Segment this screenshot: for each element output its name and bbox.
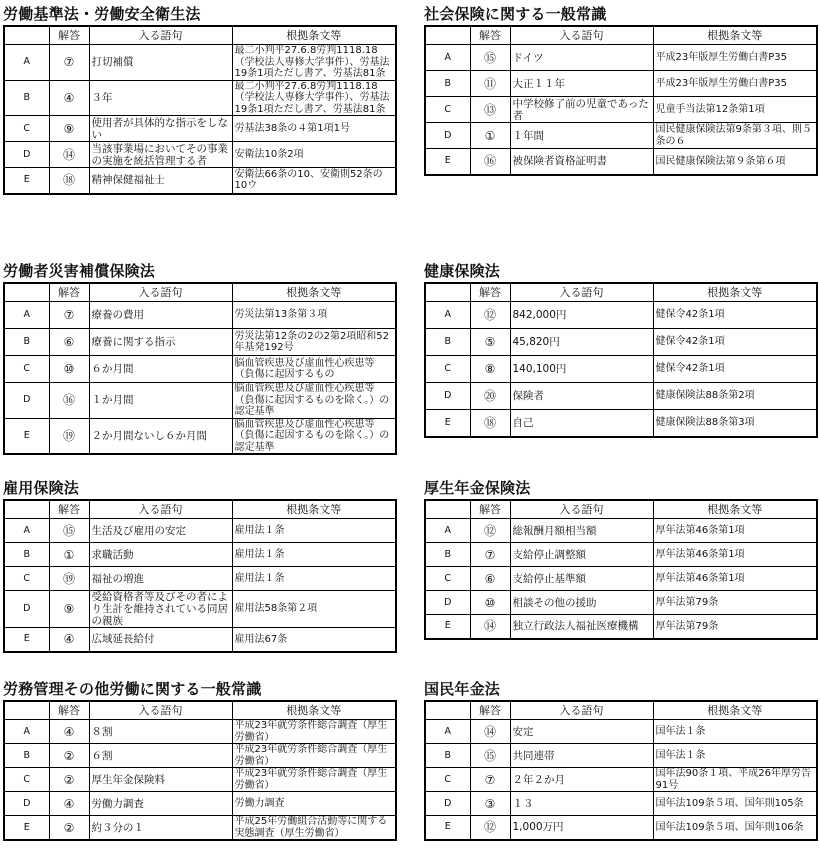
answer-term: 広域延長給付 <box>89 628 232 652</box>
legal-basis: 国年法90条１項、平成26年厚労告91号 <box>653 768 817 792</box>
legal-basis: 国年法109条５項、国年則106条 <box>653 816 817 840</box>
row-letter: B <box>4 543 49 567</box>
row-letter: C <box>4 768 49 792</box>
section-title: 雇用保険法 <box>3 479 80 497</box>
row-letter: D <box>425 792 470 816</box>
answer-term: 労働力調査 <box>89 792 232 816</box>
legal-basis: 厚年法第79条 <box>653 591 817 615</box>
table-row <box>4 142 396 168</box>
answer-header: 解答 <box>49 283 89 302</box>
answer-term: 総報酬月額相当額 <box>510 519 653 543</box>
row-letter: E <box>4 816 49 841</box>
answer-number: ⑲ <box>49 567 89 591</box>
legal-basis: 厚年法第46条第1項 <box>653 519 817 543</box>
answer-term: 自己 <box>510 410 653 437</box>
answer-term: ２か月間ないし６か月間 <box>89 418 232 454</box>
table-header-row <box>4 500 396 519</box>
blank <box>4 26 49 45</box>
table-row <box>4 628 396 652</box>
answer-term: 1,000万円 <box>510 816 653 840</box>
answer-number: ④ <box>49 720 89 744</box>
legal-basis: 厚年法第46条第1項 <box>653 567 817 591</box>
answer-term: 療養に関する指示 <box>89 329 232 356</box>
answer-term: 生活及び雇用の安定 <box>89 519 232 543</box>
answer-term: ６割 <box>89 744 232 768</box>
table-row <box>4 383 396 419</box>
answer-term: 打切補償 <box>89 45 232 81</box>
answer-term: 保険者 <box>510 383 653 410</box>
term-header: 入る語句 <box>89 26 232 45</box>
answer-number: ① <box>49 543 89 567</box>
table-row <box>425 768 817 792</box>
legal-basis: 安衛法66条の10、安衛則52条の10ウ <box>232 168 396 194</box>
answer-number: ⑪ <box>470 71 510 97</box>
answer-number: ② <box>49 816 89 841</box>
term-header: 入る語句 <box>89 701 232 720</box>
answer-term: 福祉の増進 <box>89 567 232 591</box>
table-row <box>4 80 396 116</box>
section-title: 労務管理その他労働に関する一般常識 <box>3 680 262 698</box>
table-row <box>425 302 817 329</box>
row-letter: D <box>425 123 470 149</box>
legal-basis: 平成23年就労条件総合調査（厚生労働省） <box>232 768 396 792</box>
answer-number: ⑩ <box>470 591 510 615</box>
row-letter: A <box>425 302 470 329</box>
legal-basis: 雇用法67条 <box>232 628 396 652</box>
table-header-row <box>4 283 396 302</box>
table-header-row <box>425 26 817 45</box>
legal-basis: 雇用法１条 <box>232 567 396 591</box>
table-row <box>4 329 396 356</box>
table-row <box>425 410 817 437</box>
answer-number: ⑮ <box>470 744 510 768</box>
table-row <box>425 567 817 591</box>
section-title: 厚生年金保険法 <box>424 479 531 497</box>
legal-basis: 平成25年労働組合活動等に関する実態調査（厚生労働省） <box>232 816 396 841</box>
legal-basis: 脳血管疾患及び虚血性心疾患等（負傷に起因するものを除く。）の認定基準 <box>232 418 396 454</box>
table-header-row <box>425 500 817 519</box>
blank <box>425 500 470 519</box>
blank <box>4 701 49 720</box>
row-letter: C <box>4 116 49 142</box>
answer-table <box>424 282 818 438</box>
section-national-pension <box>424 680 816 841</box>
answer-number: ⑱ <box>470 410 510 437</box>
answer-term: 中学校修了前の児童であった者 <box>510 97 653 123</box>
answer-table <box>3 700 397 841</box>
answer-number: ③ <box>470 792 510 816</box>
blank <box>4 500 49 519</box>
term-header: 入る語句 <box>510 701 653 720</box>
answer-number: ⑭ <box>470 720 510 744</box>
answer-term: 厚生年金保険料 <box>89 768 232 792</box>
answer-table <box>3 282 397 455</box>
table-row <box>425 45 817 71</box>
table-row <box>4 567 396 591</box>
row-letter: A <box>425 45 470 71</box>
legal-basis: 最二小判平27.6.8労判1118.18（学校法人専修大学事件）、労基法19条1項ただし書ア、労基法81条 <box>232 45 396 81</box>
answer-term: 求職活動 <box>89 543 232 567</box>
answer-header: 解答 <box>49 26 89 45</box>
row-letter: B <box>425 744 470 768</box>
row-letter: A <box>4 519 49 543</box>
row-letter: C <box>4 567 49 591</box>
answer-term: １か月間 <box>89 383 232 419</box>
row-letter: E <box>4 168 49 194</box>
table-row <box>425 744 817 768</box>
legal-basis: 国年法１条 <box>653 744 817 768</box>
answer-table <box>424 25 818 176</box>
answer-term: 842,000円 <box>510 302 653 329</box>
row-letter: D <box>4 383 49 419</box>
answer-term: ３年 <box>89 80 232 116</box>
section-employment-insurance <box>3 479 395 653</box>
table-row <box>425 543 817 567</box>
table-row <box>4 168 396 194</box>
table-row <box>425 792 817 816</box>
answer-term: 使用者が具体的な指示をしない <box>89 116 232 142</box>
row-letter: C <box>425 356 470 383</box>
term-header: 入る語句 <box>89 500 232 519</box>
answer-number: ⑫ <box>470 302 510 329</box>
row-letter: E <box>4 418 49 454</box>
table-row <box>425 615 817 639</box>
answer-number: ⑯ <box>470 149 510 175</box>
row-letter: C <box>425 567 470 591</box>
section-health-insurance <box>424 262 816 438</box>
legal-basis: 労災法第12条の2の2第2項昭和52年基発192号 <box>232 329 396 356</box>
answer-term: 140,100円 <box>510 356 653 383</box>
answer-term: 相談その他の援助 <box>510 591 653 615</box>
table-header-row <box>4 701 396 720</box>
term-header: 入る語句 <box>510 26 653 45</box>
section-title: 社会保険に関する一般常識 <box>424 5 607 23</box>
answer-term: 大正１１年 <box>510 71 653 97</box>
answer-number: ⑥ <box>470 567 510 591</box>
answer-term: 独立行政法人福祉医療機構 <box>510 615 653 639</box>
answer-header: 解答 <box>470 701 510 720</box>
table-row <box>4 792 396 816</box>
answer-term: 療養の費用 <box>89 302 232 329</box>
answer-number: ⑲ <box>49 418 89 454</box>
answer-number: ⑳ <box>470 383 510 410</box>
answer-number: ⑭ <box>470 615 510 639</box>
legal-basis: 平成23年就労条件総合調査（厚生労働省） <box>232 720 396 744</box>
legal-basis: 健康保険法88条第3項 <box>653 410 817 437</box>
answer-number: ⑮ <box>49 519 89 543</box>
answer-header: 解答 <box>470 283 510 302</box>
legal-basis: 平成23年版厚生労働白書P35 <box>653 45 817 71</box>
row-letter: B <box>425 71 470 97</box>
row-letter: C <box>425 768 470 792</box>
table-row <box>425 356 817 383</box>
row-letter: A <box>4 45 49 81</box>
row-letter: D <box>4 142 49 168</box>
basis-header: 根拠条文等 <box>232 701 396 720</box>
legal-basis: 労基法38条の４第1項1号 <box>232 116 396 142</box>
answer-number: ② <box>49 768 89 792</box>
row-letter: E <box>425 615 470 639</box>
legal-basis: 労働力調査 <box>232 792 396 816</box>
table-row <box>425 97 817 123</box>
legal-basis: 平成23年就労条件総合調査（厚生労働省） <box>232 744 396 768</box>
row-letter: E <box>425 816 470 840</box>
legal-basis: 最二小判平27.6.8労判1118.18（学校法人専修大学事件）、労基法19条1項ただし書ア、労基法81条 <box>232 80 396 116</box>
legal-basis: 児童手当法第12条第1項 <box>653 97 817 123</box>
answer-number: ⑧ <box>470 356 510 383</box>
row-letter: E <box>425 410 470 437</box>
answer-term: 支給停止基準額 <box>510 567 653 591</box>
row-letter: D <box>4 591 49 628</box>
row-letter: B <box>4 329 49 356</box>
table-row <box>425 519 817 543</box>
answer-term: 精神保健福祉士 <box>89 168 232 194</box>
answer-term: 被保険者資格証明書 <box>510 149 653 175</box>
table-row <box>425 720 817 744</box>
answer-number: ① <box>470 123 510 149</box>
table-row <box>4 543 396 567</box>
section-welfare-pension <box>424 479 816 640</box>
table-row <box>4 356 396 383</box>
answer-term: 共同連帯 <box>510 744 653 768</box>
legal-basis: 雇用法１条 <box>232 519 396 543</box>
table-row <box>425 383 817 410</box>
table-row <box>4 116 396 142</box>
answer-number: ⑫ <box>470 519 510 543</box>
table-row <box>4 45 396 81</box>
basis-header: 根拠条文等 <box>653 500 817 519</box>
legal-basis: 国年法109条５項、国年則105条 <box>653 792 817 816</box>
answer-term: 安定 <box>510 720 653 744</box>
answer-number: ⑦ <box>49 45 89 81</box>
answer-table <box>3 25 397 195</box>
section-title: 国民年金法 <box>424 680 501 698</box>
row-letter: B <box>425 543 470 567</box>
row-letter: B <box>4 744 49 768</box>
section-title: 労働基準法・労働安全衛生法 <box>3 5 201 23</box>
answer-number: ④ <box>49 80 89 116</box>
answer-number: ⑫ <box>470 816 510 840</box>
answer-table <box>424 700 818 841</box>
legal-basis: 平成23年版厚生労働白書P35 <box>653 71 817 97</box>
answer-number: ⑮ <box>470 45 510 71</box>
answer-number: ⑦ <box>470 543 510 567</box>
row-letter: A <box>4 720 49 744</box>
basis-header: 根拠条文等 <box>232 283 396 302</box>
legal-basis: 健保令42条1項 <box>653 329 817 356</box>
table-row <box>425 123 817 149</box>
answer-table <box>3 499 397 653</box>
section-labor-general <box>3 680 395 841</box>
row-letter: B <box>425 329 470 356</box>
answer-header: 解答 <box>470 500 510 519</box>
legal-basis: 健康保険法88条第2項 <box>653 383 817 410</box>
table-row <box>4 768 396 792</box>
table-row <box>425 149 817 175</box>
table-row <box>4 519 396 543</box>
table-row <box>425 329 817 356</box>
blank <box>425 26 470 45</box>
row-letter: C <box>4 356 49 383</box>
answer-number: ⑦ <box>470 768 510 792</box>
table-row <box>4 744 396 768</box>
blank <box>425 701 470 720</box>
section-workers-accident <box>3 262 395 455</box>
table-row <box>425 816 817 840</box>
answer-table <box>424 499 818 640</box>
section-labor-standards <box>3 5 395 195</box>
legal-basis: 国民健康保険法第9条第３項、則５条の６ <box>653 123 817 149</box>
answer-term: 当該事業場においてその事業の実施を統括管理する者 <box>89 142 232 168</box>
answer-term: 45,820円 <box>510 329 653 356</box>
answer-number: ④ <box>49 628 89 652</box>
section-social-insurance <box>424 5 816 176</box>
table-row <box>4 302 396 329</box>
row-letter: C <box>425 97 470 123</box>
table-row <box>4 720 396 744</box>
legal-basis: 雇用法１条 <box>232 543 396 567</box>
answer-number: ⑨ <box>49 116 89 142</box>
table-row <box>425 71 817 97</box>
legal-basis: 健保令42条1項 <box>653 302 817 329</box>
blank <box>4 283 49 302</box>
term-header: 入る語句 <box>89 283 232 302</box>
table-header-row <box>4 26 396 45</box>
table-header-row <box>425 701 817 720</box>
answer-term: １年間 <box>510 123 653 149</box>
table-header-row <box>425 283 817 302</box>
blank <box>425 283 470 302</box>
row-letter: D <box>425 591 470 615</box>
answer-term: 受給資格者等及びその者により生計を維持されている同居の親族 <box>89 591 232 628</box>
row-letter: B <box>4 80 49 116</box>
answer-term: ドイツ <box>510 45 653 71</box>
row-letter: A <box>425 519 470 543</box>
answer-number: ⑯ <box>49 383 89 419</box>
answer-term: 約３分の１ <box>89 816 232 841</box>
legal-basis: 健保令42条1項 <box>653 356 817 383</box>
legal-basis: 雇用法58条第２項 <box>232 591 396 628</box>
legal-basis: 厚年法第46条第1項 <box>653 543 817 567</box>
basis-header: 根拠条文等 <box>232 500 396 519</box>
answer-term: １３ <box>510 792 653 816</box>
answer-header: 解答 <box>49 500 89 519</box>
answer-number: ⑨ <box>49 591 89 628</box>
answer-number: ⑭ <box>49 142 89 168</box>
row-letter: D <box>425 383 470 410</box>
basis-header: 根拠条文等 <box>232 26 396 45</box>
answer-term: ２年２か月 <box>510 768 653 792</box>
table-row <box>4 418 396 454</box>
basis-header: 根拠条文等 <box>653 701 817 720</box>
section-title: 労働者災害補償保険法 <box>3 262 156 280</box>
answer-number: ④ <box>49 792 89 816</box>
legal-basis: 脳血管疾患及び虚血性心疾患等（負傷に起因するものを除く。）の認定基準 <box>232 383 396 419</box>
basis-header: 根拠条文等 <box>653 283 817 302</box>
section-title: 健康保険法 <box>424 262 501 280</box>
row-letter: E <box>4 628 49 652</box>
answer-number: ⑦ <box>49 302 89 329</box>
legal-basis: 安衛法10条2項 <box>232 142 396 168</box>
table-row <box>425 591 817 615</box>
legal-basis: 脳血管疾患及び虚血性心疾患等（負傷に起因するもの <box>232 356 396 383</box>
answer-number: ② <box>49 744 89 768</box>
answer-number: ⑱ <box>49 168 89 194</box>
legal-basis: 国年法１条 <box>653 720 817 744</box>
answer-number: ⑤ <box>470 329 510 356</box>
legal-basis: 労災法第13条第３項 <box>232 302 396 329</box>
row-letter: A <box>4 302 49 329</box>
answer-term: ６か月間 <box>89 356 232 383</box>
row-letter: D <box>4 792 49 816</box>
answer-header: 解答 <box>470 26 510 45</box>
term-header: 入る語句 <box>510 283 653 302</box>
answer-header: 解答 <box>49 701 89 720</box>
answer-term: ８割 <box>89 720 232 744</box>
legal-basis: 国民健康保険法第９条第６項 <box>653 149 817 175</box>
table-row <box>4 816 396 841</box>
answer-term: 支給停止調整額 <box>510 543 653 567</box>
term-header: 入る語句 <box>510 500 653 519</box>
basis-header: 根拠条文等 <box>653 26 817 45</box>
legal-basis: 厚年法第79条 <box>653 615 817 639</box>
table-row <box>4 591 396 628</box>
answer-number: ⑥ <box>49 329 89 356</box>
row-letter: A <box>425 720 470 744</box>
answer-number: ⑩ <box>49 356 89 383</box>
row-letter: E <box>425 149 470 175</box>
answer-number: ⑬ <box>470 97 510 123</box>
